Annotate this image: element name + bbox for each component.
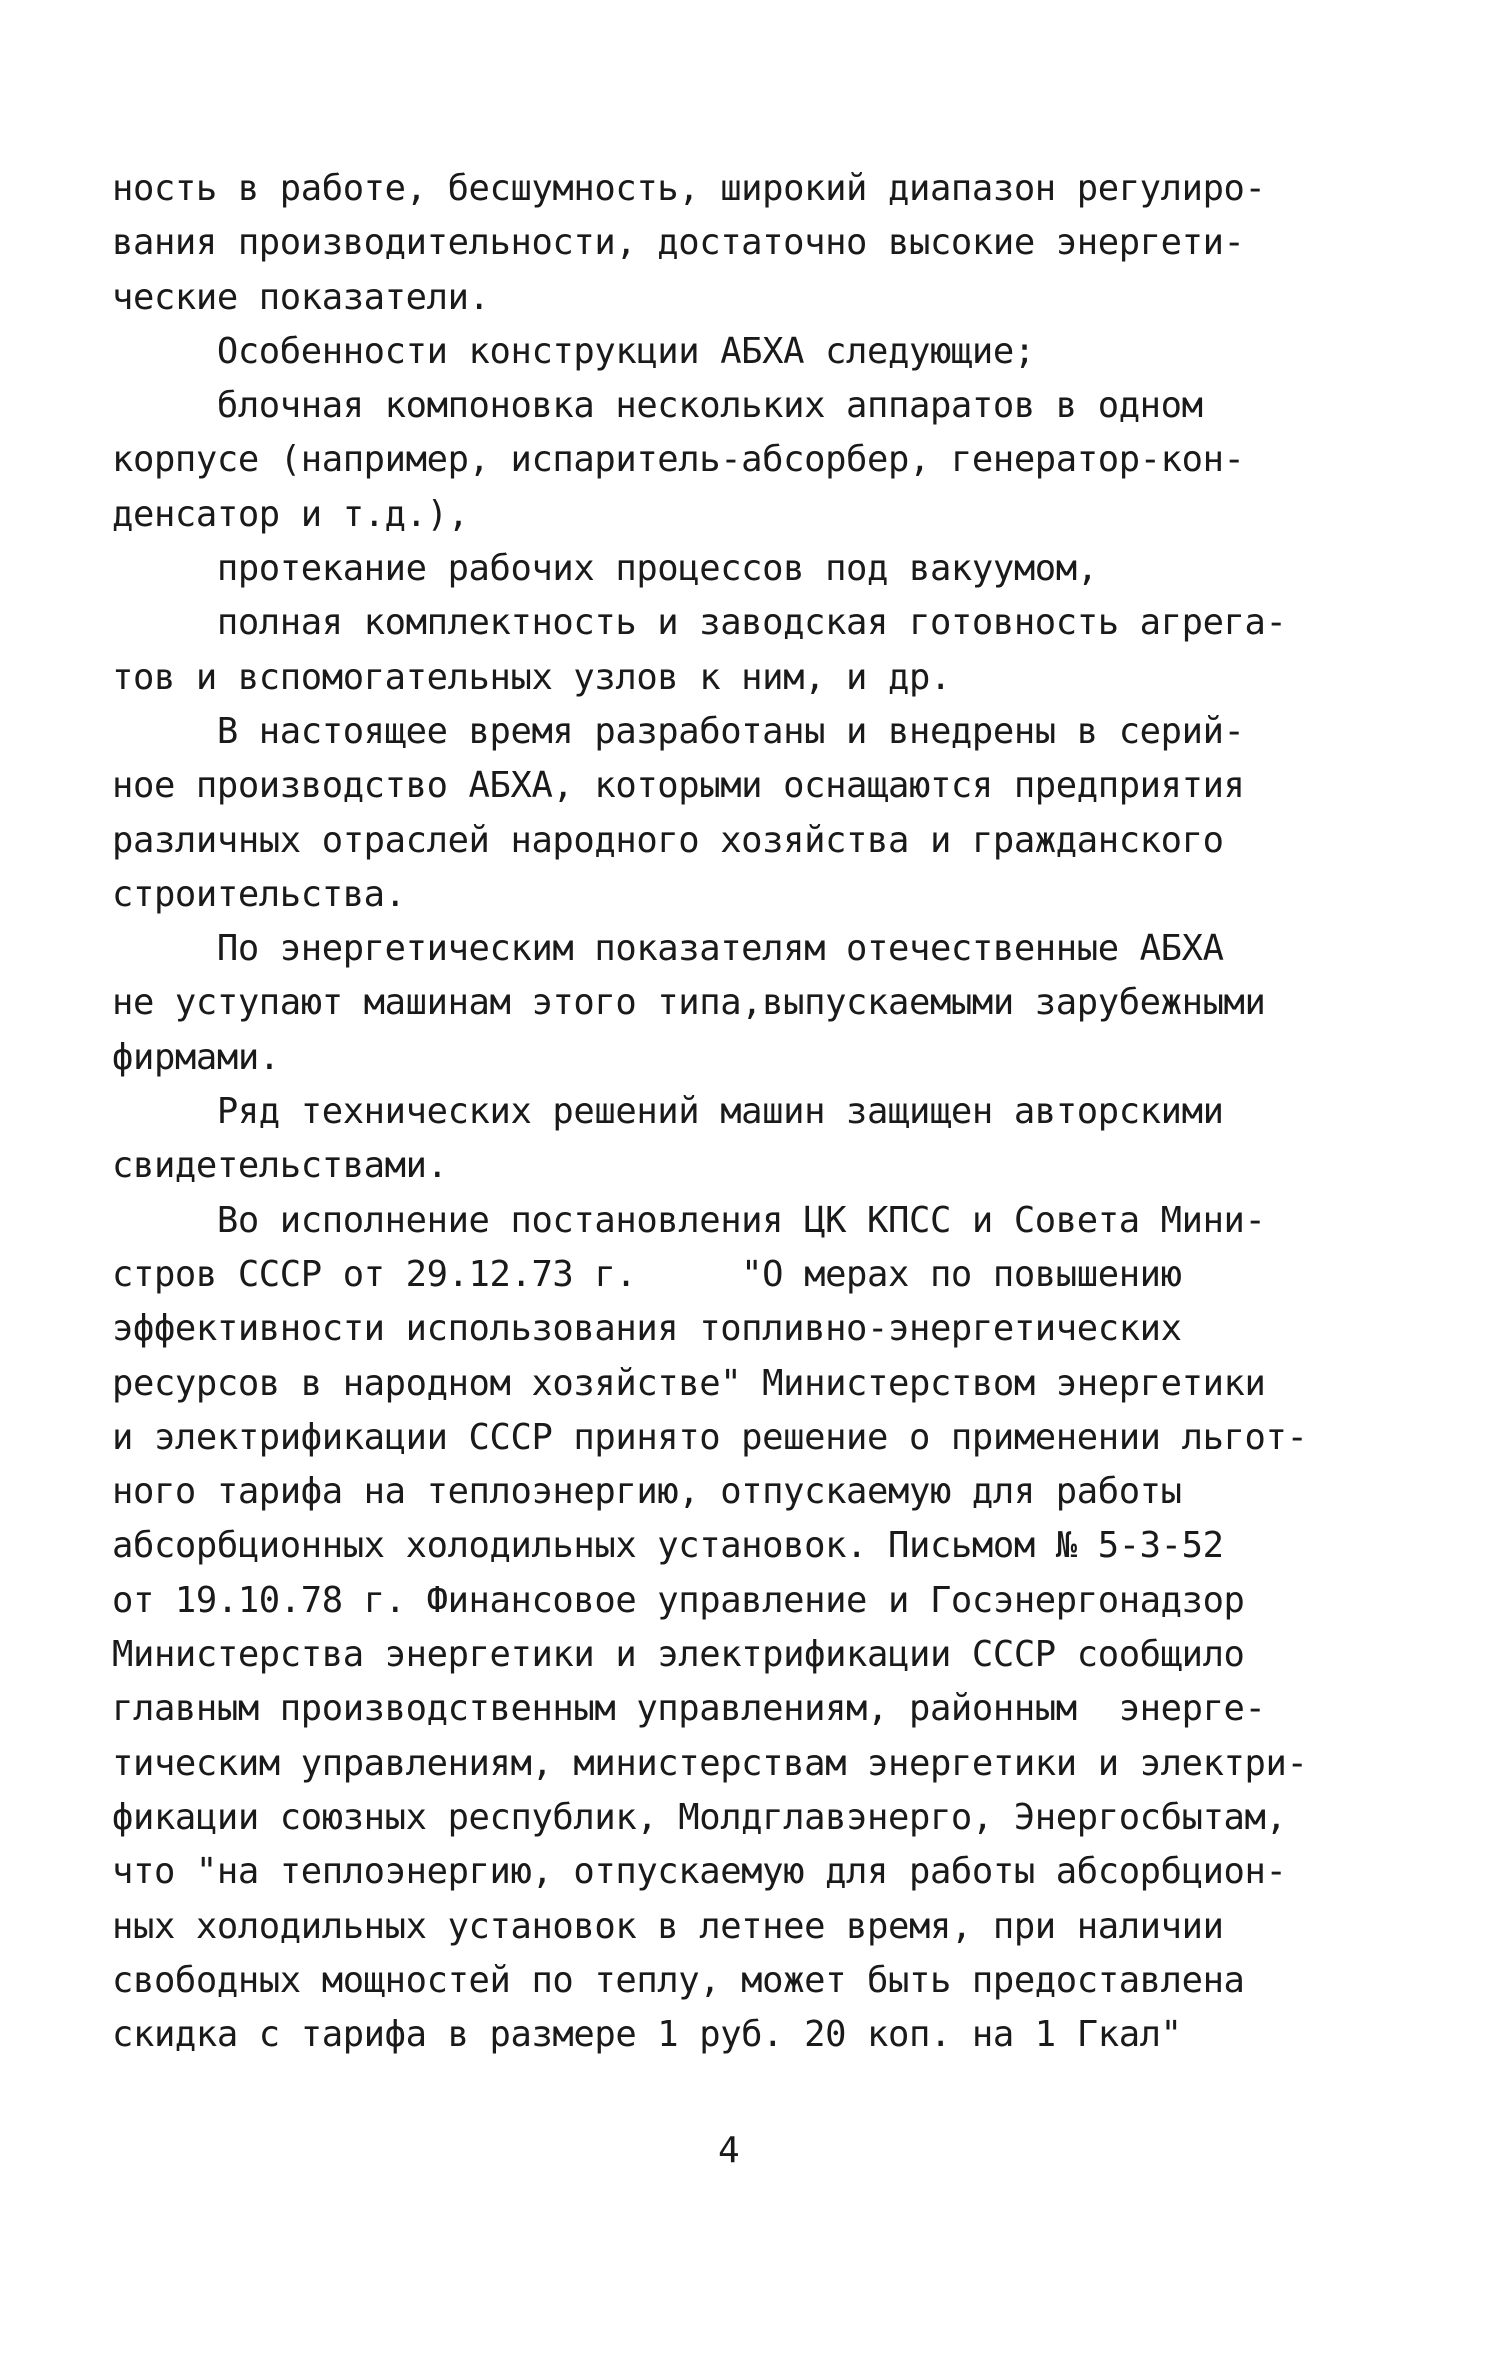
text-line-35: скидка с тарифа в размере 1 руб. 20 коп. на 1 Гкал" [112, 2014, 1182, 2056]
text-line-4: Особенности конструкции АБХА следующие; [112, 330, 1035, 372]
text-line-16: не уступают машинам этого типа,выпускаемыми зарубежными [112, 982, 1266, 1024]
text-line-32: что "на теплоэнергию, отпускаемую для работы абсорбцион- [112, 1851, 1287, 1893]
text-line-27: от 19.10.78 г. Финансовое управление и Госэнергонадзор [112, 1579, 1245, 1621]
text-line-3: ческие показатели. [112, 276, 490, 318]
text-line-23: ресурсов в народном хозяйстве" Министерством энергетики [112, 1362, 1266, 1404]
text-line-9: полная комплектность и заводская готовность агрега- [112, 602, 1287, 644]
body-text [112, 162, 1402, 2062]
text-line-31: фикации союзных республик, Молдглавэнерго, Энергосбытам, [112, 1796, 1287, 1838]
text-line-11: В настоящее время разработаны и внедрены в серий- [112, 710, 1245, 752]
text-line-15: По энергетическим показателям отечественные АБХА [112, 928, 1224, 970]
text-line-29: главным производственным управлениям, районным энерге- [112, 1688, 1266, 1730]
text-line-7: денсатор и т.д.), [112, 493, 469, 535]
text-line-19: свидетельствами. [112, 1145, 448, 1187]
text-line-17: фирмами. [112, 1036, 280, 1078]
text-line-26: абсорбционных холодильных установок. Письмом № 5-3-52 [112, 1525, 1224, 1567]
text-line-25: ного тарифа на теплоэнергию, отпускаемую для работы [112, 1471, 1182, 1513]
text-line-1: ность в работе, бесшумность, широкий диапазон регулиро- [112, 168, 1266, 209]
text-line-34: свободных мощностей по теплу, может быть предоставлена [112, 1959, 1245, 2001]
text-line-2: вания производительности, достаточно высокие энергети- [112, 222, 1245, 264]
text-line-18: Ряд технических решений машин защищен авторскими [112, 1091, 1224, 1133]
text-line-30: тическим управлениям, министерствам энергетики и электри- [112, 1742, 1308, 1784]
text-line-20: Во исполнение постановления ЦК КПСС и Совета Мини- [112, 1199, 1266, 1241]
text-line-12: ное производство АБХА, которыми оснащаются предприятия [112, 765, 1245, 807]
text-line-6: корпусе (например, испаритель-абсорбер, генератор-кон- [112, 439, 1245, 481]
text-line-10: тов и вспомогательных узлов к ним, и др. [112, 656, 951, 698]
text-line-14: строительства. [112, 873, 406, 915]
text-line-5: блочная компоновка нескольких аппаратов в одном [112, 385, 1203, 427]
text-line-28: Министерства энергетики и электрификации СССР сообщило [112, 1634, 1245, 1676]
page-number: 4 [718, 2130, 740, 2171]
text-line-24: и электрификации СССР принято решение о применении льгот- [112, 1416, 1308, 1458]
text-line-22: эффективности использования топливно-энергетических [112, 1308, 1182, 1350]
text-line-8: протекание рабочих процессов под вакуумом, [112, 548, 1098, 590]
text-line-21: стров СССР от 29.12.73 г. "О мерах по повышению [112, 1253, 1182, 1295]
text-line-13: различных отраслей народного хозяйства и гражданского [112, 819, 1224, 861]
text-line-33: ных холодильных установок в летнее время, при наличии [112, 1905, 1224, 1947]
